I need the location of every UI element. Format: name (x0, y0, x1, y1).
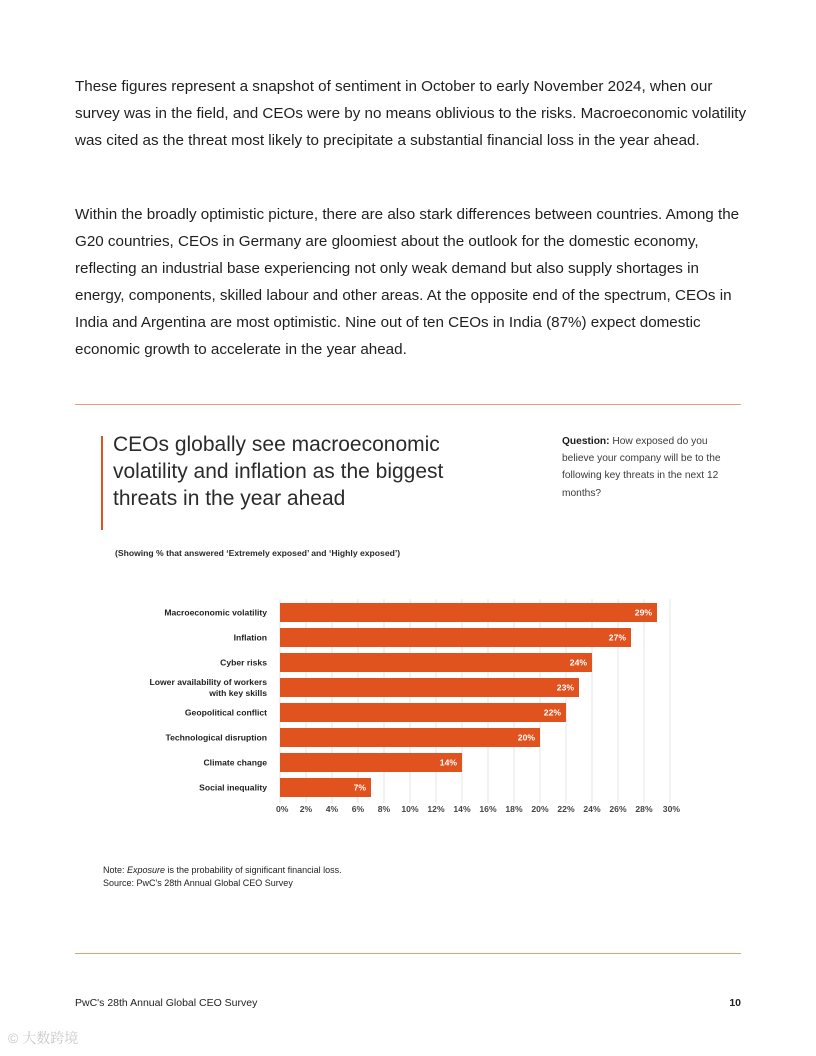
note-term: Exposure (127, 865, 166, 875)
category-label: Cyber risks (220, 657, 267, 668)
x-tick-label: 16% (479, 804, 497, 814)
chart-title: CEOs globally see macroeconomic volatility and inflation as the biggest threats in the year ahead (113, 433, 444, 510)
bar-value-label: 27% (608, 632, 626, 643)
x-tick-label: 6% (351, 804, 365, 814)
bar-chart (100, 595, 700, 825)
category-label: Macroeconomic volatility (164, 607, 267, 618)
watermark-logo: © 大数跨境 (8, 1030, 79, 1046)
page-number: 10 (729, 997, 741, 1009)
category-label: Geopolitical conflict (184, 707, 267, 718)
chart-note (103, 864, 342, 890)
x-tick-label: 24% (583, 804, 601, 814)
footer-publication: PwC's 28th Annual Global CEO Survey (75, 997, 258, 1009)
category-label: Climate change (203, 757, 267, 768)
bar (280, 753, 462, 772)
note-line (103, 864, 342, 877)
chart-subtitle: (Showing % that answered ‘Extremely exposed’ and ‘Highly exposed’) (115, 548, 401, 558)
x-tick-label: 22% (557, 804, 575, 814)
bar-value-label: 20% (517, 732, 535, 743)
bar (280, 653, 592, 672)
title-accent-bar (101, 436, 103, 530)
x-tick-label: 14% (453, 804, 471, 814)
bar-value-label: 7% (353, 782, 366, 793)
category-label: with key skills (209, 688, 267, 698)
category-label: Social inequality (199, 782, 267, 793)
note-rest: is the probability of significant financial loss. (165, 865, 342, 875)
x-tick-label: 20% (531, 804, 549, 814)
x-tick-label: 12% (427, 804, 445, 814)
x-tick-label: 10% (401, 804, 419, 814)
question-text: How exposed do you believe your company will be to the following key threats in the next 12 months? (562, 436, 721, 499)
category-label: Inflation (233, 632, 267, 643)
bottom-divider (75, 953, 741, 954)
x-tick-label: 18% (505, 804, 523, 814)
question-label: Question: (562, 436, 610, 447)
x-tick-label: 0% (276, 804, 289, 814)
x-tick-label: 4% (325, 804, 339, 814)
x-tick-label: 2% (299, 804, 313, 814)
x-tick-label: 28% (635, 804, 653, 814)
category-label: Lower availability of workers (149, 677, 267, 687)
survey-question (562, 433, 737, 502)
bar-value-label: 23% (556, 682, 574, 693)
x-tick-label: 26% (609, 804, 627, 814)
body-paragraph-1: These figures represent a snapshot of sentiment in October to early November 2024, when our survey was in the field, and CEOs were by no means oblivious to the risks. Macroeconomic volatility was cited as the threat most likely to precipitate a substantial financial loss in the year ahead. (75, 78, 747, 149)
source-line: Source: PwC's 28th Annual Global CEO Survey (103, 878, 293, 888)
note-prefix: Note: (103, 865, 128, 875)
bar (280, 603, 657, 622)
x-tick-label: 30% (662, 804, 680, 814)
bar (280, 628, 631, 647)
bar (280, 678, 579, 697)
bar-value-label: 22% (543, 707, 561, 718)
category-label: Technological disruption (165, 732, 267, 743)
bar-value-label: 24% (569, 657, 587, 668)
body-paragraph-2: Within the broadly optimistic picture, there are also stark differences between countries. Among the G20 countries, CEOs in Germany are gloomiest about the outlook for the domestic economy, reflecting an industrial base experiencing not only weak demand but also supply shortages in energy, components, skilled labour and other areas. At the opposite end of the spectrum, CEOs in India and Argentina are most optimistic. Nine out of ten CEOs in India (87%) expect domestic economic growth to accelerate in the year ahead. (75, 206, 740, 358)
bar-value-label: 29% (634, 607, 652, 618)
top-divider (75, 404, 741, 405)
bar-value-label: 14% (439, 757, 457, 768)
bar (280, 728, 540, 747)
bar (280, 703, 566, 722)
x-tick-label: 8% (377, 804, 391, 814)
